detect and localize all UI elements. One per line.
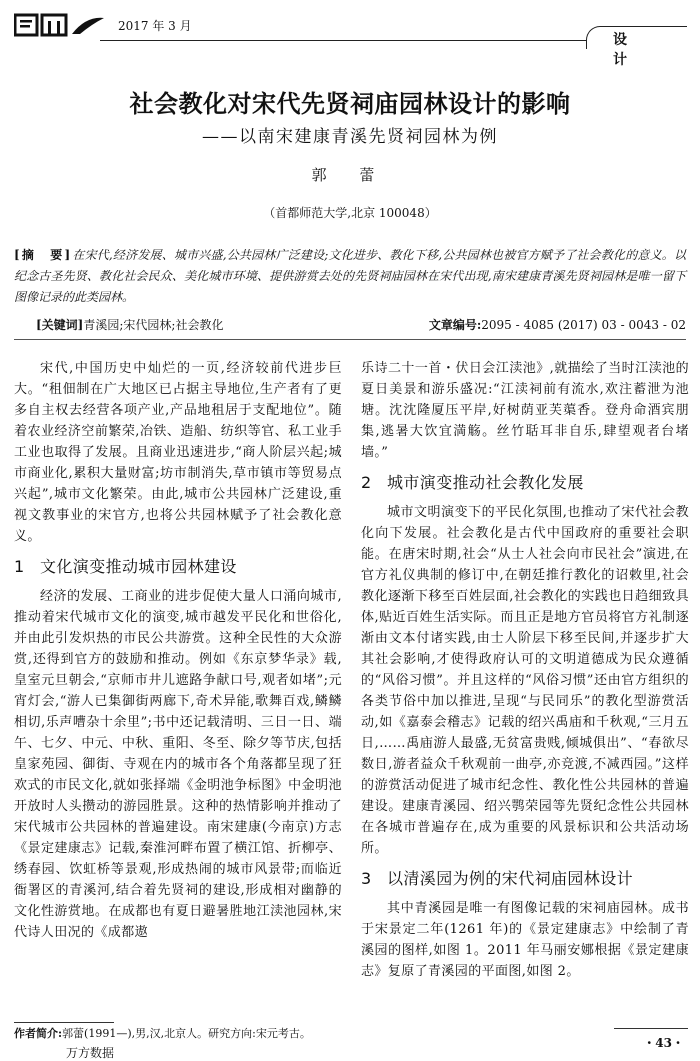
author-name: 郭 蕾: [311, 166, 389, 184]
section-number: 3: [361, 869, 372, 888]
author-footnote-text: 郭蕾(1991—),男,汉,北京人。研究方向:宋元考古。: [62, 1027, 311, 1040]
section-1-paragraph: 经济的发展、工商业的进步促使大量人口涌向城市,推动着宋代城市文化的演变,城市越发平民化和世俗化,并由此引发炽热的市民公共游赏。这种全民性的大众游赏,还得到官方的鼓励和推动。例如《东京梦华录》载,皇室元旦朝会,“京师市井儿遮路争献口号,观者如堵”;元宵灯会,“游人已集御街两廊下,奇术异能,歌舞百戏,鳞鳞相切,乐声嘈杂十余里”;书中还记载清明、三日一日、端午、七夕、中元、中秋、重阳、冬至、除夕等节庆,包括皇家苑园、御街、寺观在内的城市各个角落都呈现了狂欢式的市民文化,就如张择端《金明池争标图》中金明池开放时人头攒动的游园胜景。这种的热情影响并推动了宋代城市公共园林的普遍建设。南宋建康(今南京)方志《景定建康志》记载,秦淮河畔布置了横江馆、折柳亭、绣春园、饮虹桥等景观,形成热闹的城市风景带;而临近衙署区的青溪河,结合着先贤祠的建设,形成相对幽静的文化性游赏地。在成都也有夏日避暑胜地江渎池园林,宋代诗人田况的《成都遨: [14, 589, 342, 940]
page-rule: [614, 1028, 688, 1029]
article-number-label: 文章编号:: [428, 318, 482, 332]
section-title: 文化演变推动城市园林建设: [40, 557, 237, 576]
section-heading-1: [14, 556, 342, 578]
affiliation: （首都师范大学,北京 100048）: [263, 206, 437, 220]
keywords-label: [关键词]: [36, 318, 84, 332]
column-label: 设 计: [613, 32, 641, 68]
author-footnote: [14, 1026, 342, 1042]
article-number-text: 2095 - 4085 (2017) 03 - 0043 - 02: [481, 318, 686, 332]
abstract-text: 在宋代,经济发展、城市兴盛,公共园林广泛建设;文化进步、教化下移,公共园林也被官方赋予了社会教化的意义。以纪念古圣先贤、教化社会民众、美化城市环境、提供游赏去处的先贤祠庙园林在宋代出现,南宋建康青溪先贤祠园林是唯一留下图像记录的此类园林。: [14, 248, 686, 304]
section-2-paragraph: 城市文明演变下的平民化氛围,也推动了宋代社会教化向下发展。社会教化是古代中国政府的重要社会职能。在唐宋时期,社会“从士人社会向市民社会”演进,在官方礼仪典制的修订中,在朝廷推行教化的诏敕里,社会教化逐渐下移至百姓层面,社会教化的实践也日趋细致具体,贴近百姓生活实际。而且正是地方官员将官方礼制逐渐由文本付诸实践,由士人阶层下移至民间,并逐步扩大其社会影响,才使得政府认可的文明道德成为民众遵循的“风俗习惯”。并且这样的“风俗习惯”还由官方组织的各类节俗中加以推进,呈现“与民同乐”的教化型游赏活动,如《嘉泰会稽志》记载的绍兴禹庙和千秋观,“三月五日,……禹庙游人最盛,无贫富贵贱,倾城俱出”、“春欲尽数日,游者益众千秋观前一曲亭,亦竞渡,不减西园。”这样的游赏活动促进了城市纪念性、教化性公共园林的普遍建设。建康青溪园、绍兴鹗荣园等先贤纪念性公共园林在各城市普遍存在,成为重要的风景标识和公共活动场所。: [361, 505, 689, 856]
keywords: [36, 316, 223, 333]
keywords-text: 青溪园;宋代园林;社会教化: [83, 318, 224, 332]
author-footnote-label: 作者简介:: [14, 1027, 63, 1040]
column-tab: [586, 26, 687, 68]
header-rule: [100, 40, 586, 41]
section-heading-3: [361, 868, 689, 890]
footnote-rule: [14, 1022, 114, 1023]
continued-paragraph: 乐诗二十一首・伏日会江渎池》,就描绘了当时江渎池的夏日美景和游乐盛况:“江渎祠前有流水,欢注蓄泄为池塘。沈沈隆厦压平岸,好树荫亚芙蕖香。登舟命酒宾朋集,逃暑大饮宜満觞。丝竹聒耳非自乐,肆望观者台堵墙。”: [361, 361, 689, 460]
section-title: 以清溪园为例的宋代祠庙园林设计: [387, 869, 634, 888]
article-subtitle: ——以南宋建康青溪先贤祠园林为例: [202, 127, 498, 147]
issue-date: 2017 年 3 月: [118, 19, 192, 33]
abstract-label: [摘 要]: [14, 248, 73, 262]
section-heading-2: [361, 472, 689, 494]
article-number: [429, 316, 686, 333]
article-title: 社会教化对宋代先贤祠庙园林设计的影响: [129, 89, 571, 118]
journal-logo: [14, 12, 106, 38]
section-number: 1: [14, 557, 25, 576]
left-column: [14, 358, 342, 943]
abstract: [14, 245, 686, 308]
section-number: 2: [361, 473, 372, 492]
right-column: [361, 358, 689, 982]
section-3-paragraph: 其中青溪园是唯一有图像记载的宋祠庙园林。成书于宋景定二年(1261 年)的《景定建康志》中绘制了青溪园的图样,如图 1。2011 年马丽安娜根据《景定建康志》复原了青溪园的平面图,如图 2。: [361, 901, 689, 979]
section-title: 城市演变推动社会教化发展: [387, 473, 584, 492]
page-number: ・43・: [643, 1036, 684, 1050]
intro-paragraph: 宋代,中国历史中灿烂的一页,经济较前代进步巨大。“租佃制在广大地区已占据主导地位,生产者有了更多自主权去经营各项产业,产品地租居于支配地位”。随着农业经济空前繁荣,冶铁、造船、纺织等官、私工业手工业也取得了发展。且商业迅速进步,“商人阶层兴起;城市商业化,累积大量财富;坊市制消失,草市镇市等贸易点兴起”,城市文化繁荣。由此,城市公共园林广泛建设,重视文教事业的宋官方,也将公共园林赋予了社会教化意义。: [14, 361, 342, 544]
source-watermark: 万方数据: [66, 1046, 115, 1060]
keywords-rule: [14, 339, 686, 340]
